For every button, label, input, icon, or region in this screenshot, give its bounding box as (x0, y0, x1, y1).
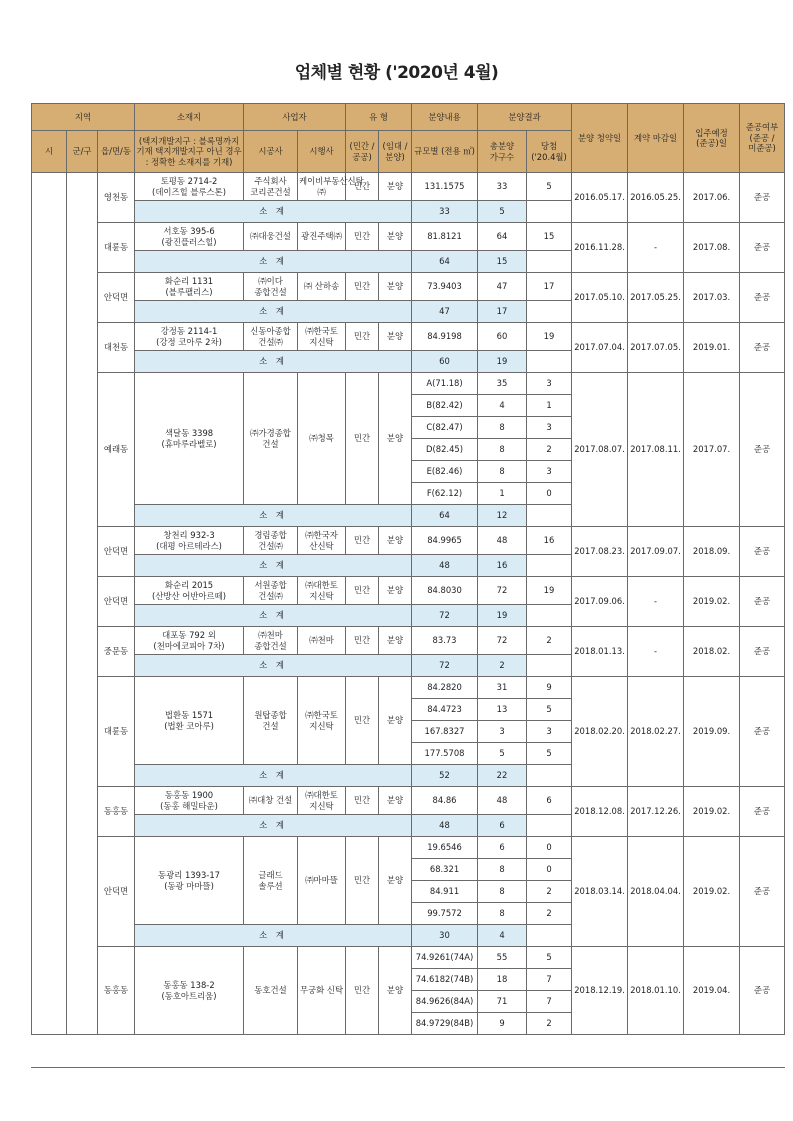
developer-cell: 케이비부동산신탁㈜ (298, 173, 346, 201)
town-cell: 안덕면 (98, 273, 135, 323)
table-row (32, 837, 785, 859)
location-address: 동홍동 1900 (164, 790, 214, 800)
subtotal-winners: 15 (478, 251, 527, 273)
subtotal-label: 소 계 (135, 505, 412, 527)
winners-cell: 0 (527, 483, 572, 505)
completion-cell: 준공 (740, 373, 785, 527)
table-row (32, 273, 785, 301)
deadline-cell: 2017.12.26. (628, 787, 684, 837)
size-cell: 73.9403 (412, 273, 478, 301)
city-header: 시 (32, 131, 67, 173)
completion-cell: 준공 (740, 273, 785, 323)
move-in-cell: 2019.09. (684, 677, 740, 787)
location-complex-name: (휴마루라벨로) (161, 438, 217, 449)
move-in-cell: 2017.07. (684, 373, 740, 527)
deadline-cell: 2016.05.25. (628, 173, 684, 223)
private-public-cell: 민간 (346, 677, 379, 765)
developer-cell: ㈜대한토 지신탁 (298, 577, 346, 605)
builder-cell: 주식회사 코리콘건설 (244, 173, 298, 201)
sale-content-header: 분양내용 (412, 104, 478, 131)
location-address: 동광리 1393-17 (158, 870, 220, 880)
size-cell: A(71.18) (412, 373, 478, 395)
private-public-cell: 민간 (346, 527, 379, 555)
completion-cell: 준공 (740, 787, 785, 837)
total-units-header: 총분양 가구수 (478, 131, 527, 173)
winners-cell: 2 (527, 439, 572, 461)
private-public-cell: 민간 (346, 273, 379, 301)
contract-date-cell: 2016.05.17. (572, 173, 628, 223)
deadline-header: 계약 마감일 (628, 104, 684, 173)
size-cell: 167.8327 (412, 721, 478, 743)
private-public-cell: 민간 (346, 787, 379, 815)
town-cell: 중문동 (98, 627, 135, 677)
size-cell: 83.73 (412, 627, 478, 655)
subtotal-label: 소 계 (135, 201, 412, 223)
winners-cell: 5 (527, 947, 572, 969)
subtotal-units: 48 (412, 555, 478, 577)
developer-cell: 무궁화 신탁 (298, 947, 346, 1035)
private-public-cell: 민간 (346, 173, 379, 201)
subtotal-label: 소 계 (135, 815, 412, 837)
location-cell (135, 527, 244, 555)
move-in-cell: 2017.06. (684, 173, 740, 223)
builder-header: 시공사 (244, 131, 298, 173)
builder-cell: 동호건설 (244, 947, 298, 1035)
table-bottom-border (31, 1067, 785, 1068)
location-cell (135, 323, 244, 351)
subtotal-winners: 5 (478, 201, 527, 223)
contract-date-header: 분양 청약일 (572, 104, 628, 173)
rent-sale-cell: 분양 (379, 323, 412, 351)
winners-cell: 2 (527, 903, 572, 925)
town-cell: 동홍동 (98, 787, 135, 837)
deadline-cell: 2017.09.07. (628, 527, 684, 577)
rent-sale-cell: 분양 (379, 223, 412, 251)
town-cell: 영천동 (98, 173, 135, 223)
winners-cell: 3 (527, 721, 572, 743)
table-row (32, 527, 785, 555)
rent-sale-cell: 분양 (379, 677, 412, 765)
winners-cell: 2 (527, 881, 572, 903)
units-cell: 9 (478, 1013, 527, 1035)
developer-header: 시행사 (298, 131, 346, 173)
rent-sale-cell: 분양 (379, 527, 412, 555)
location-address: 화순리 1131 (164, 276, 214, 286)
size-cell: 84.2820 (412, 677, 478, 699)
location-cell (135, 947, 244, 1035)
town-cell: 안덕면 (98, 527, 135, 577)
town-cell: 예래동 (98, 373, 135, 527)
location-complex-name: (법환 코아루) (164, 720, 214, 731)
builder-cell: 글래드 솔루션 (244, 837, 298, 925)
units-cell: 35 (478, 373, 527, 395)
winners-cell: 0 (527, 859, 572, 881)
size-cell: 177.5708 (412, 743, 478, 765)
location-address: 서호동 395-6 (163, 226, 215, 236)
subtotal-units: 48 (412, 815, 478, 837)
location-address: 강정동 2114-1 (160, 326, 218, 336)
private-public-cell: 민간 (346, 627, 379, 655)
winners-cell: 7 (527, 969, 572, 991)
builder-cell: ㈜대창 건설 (244, 787, 298, 815)
units-cell: 3 (478, 721, 527, 743)
size-header: 규모별 (전용 ㎡) (412, 131, 478, 173)
contract-date-cell: 2017.08.07. (572, 373, 628, 527)
units-cell: 5 (478, 743, 527, 765)
subtotal-label: 소 계 (135, 251, 412, 273)
rent-sale-header: (임대 /분양) (379, 131, 412, 173)
town-cell: 대륜동 (98, 677, 135, 787)
table-row (32, 627, 785, 655)
winners-cell: 3 (527, 417, 572, 439)
size-cell: 99.7572 (412, 903, 478, 925)
size-cell: 68.321 (412, 859, 478, 881)
county-header: 군/구 (67, 131, 98, 173)
contract-date-cell: 2018.02.20. (572, 677, 628, 787)
completion-cell: 준공 (740, 173, 785, 223)
table-row (32, 947, 785, 969)
location-cell (135, 577, 244, 605)
subtotal-winners: 6 (478, 815, 527, 837)
location-complex-name: (동광 마마뜰) (164, 880, 214, 891)
winners-cell: 9 (527, 677, 572, 699)
move-in-cell: 2019.02. (684, 787, 740, 837)
town-header: 읍/면/동 (98, 131, 135, 173)
size-cell: F(62.12) (412, 483, 478, 505)
location-complex-name: (동호아트리움) (161, 990, 217, 1001)
private-public-header: (민간 /공공) (346, 131, 379, 173)
private-public-cell: 민간 (346, 323, 379, 351)
subtotal-winners: 17 (478, 301, 527, 323)
subtotal-winners: 16 (478, 555, 527, 577)
developer-cell: ㈜ 산하송 (298, 273, 346, 301)
size-cell: D(82.45) (412, 439, 478, 461)
subtotal-label: 소 계 (135, 605, 412, 627)
move-in-cell: 2018.09. (684, 527, 740, 577)
location-address: 동홍동 138-2 (163, 980, 215, 990)
location-cell (135, 173, 244, 201)
private-public-cell: 민간 (346, 373, 379, 505)
contract-date-cell: 2017.05.10. (572, 273, 628, 323)
winners-cell: 1 (527, 395, 572, 417)
units-cell: 8 (478, 417, 527, 439)
rent-sale-cell: 분양 (379, 787, 412, 815)
winners-cell: 5 (527, 173, 572, 201)
deadline-cell: - (628, 577, 684, 627)
size-cell: 81.8121 (412, 223, 478, 251)
location-complex-name: (강정 코아루 2차) (156, 336, 222, 347)
builder-cell: ㈜대웅건설 (244, 223, 298, 251)
builder-cell: ㈜가경종합 건설 (244, 373, 298, 505)
completion-cell: 준공 (740, 527, 785, 577)
units-cell: 48 (478, 787, 527, 815)
rent-sale-cell: 분양 (379, 837, 412, 925)
developer-cell: ㈜마마뜰 (298, 837, 346, 925)
winners-cell: 19 (527, 323, 572, 351)
move-in-cell: 2017.03. (684, 273, 740, 323)
subtotal-winners: 4 (478, 925, 527, 947)
town-cell: 대천동 (98, 323, 135, 373)
subtotal-units: 52 (412, 765, 478, 787)
subtotal-label: 소 계 (135, 655, 412, 677)
size-cell: 84.4723 (412, 699, 478, 721)
subtotal-units: 72 (412, 605, 478, 627)
units-cell: 60 (478, 323, 527, 351)
deadline-cell: - (628, 223, 684, 273)
units-cell: 8 (478, 439, 527, 461)
size-cell: 84.9965 (412, 527, 478, 555)
completion-cell: 준공 (740, 627, 785, 677)
location-complex-name: (광진플러스힐) (161, 236, 217, 247)
subtotal-label: 소 계 (135, 301, 412, 323)
units-cell: 6 (478, 837, 527, 859)
units-cell: 55 (478, 947, 527, 969)
private-public-cell: 민간 (346, 223, 379, 251)
private-public-cell: 민간 (346, 947, 379, 1035)
size-cell: 74.6182(74B) (412, 969, 478, 991)
size-cell: B(82.42) (412, 395, 478, 417)
builder-cell: 신동아종합 건설㈜ (244, 323, 298, 351)
units-cell: 1 (478, 483, 527, 505)
table-body (32, 173, 785, 1035)
location-complex-name: (천마에코피아 7차) (153, 640, 225, 651)
builder-cell: 원탑종합 건설 (244, 677, 298, 765)
location-cell (135, 627, 244, 655)
move-in-header: 입주예정 (준공)일 (684, 104, 740, 173)
subtotal-units: 64 (412, 505, 478, 527)
subtotal-winners: 22 (478, 765, 527, 787)
subtotal-label: 소 계 (135, 555, 412, 577)
contract-date-cell: 2017.07.04. (572, 323, 628, 373)
subtotal-winners: 2 (478, 655, 527, 677)
county-cell (67, 173, 98, 1035)
units-cell: 18 (478, 969, 527, 991)
location-header-title: 소재지 (176, 111, 202, 122)
developer-cell: ㈜한국토 지신탁 (298, 677, 346, 765)
winners-cell: 3 (527, 461, 572, 483)
builder-cell: 경림종합 건설㈜ (244, 527, 298, 555)
location-cell (135, 837, 244, 925)
developer-cell: 광진주택㈜ (298, 223, 346, 251)
rent-sale-cell: 분양 (379, 577, 412, 605)
subtotal-units: 64 (412, 251, 478, 273)
developer-cell: ㈜청목 (298, 373, 346, 505)
size-cell: 84.8030 (412, 577, 478, 605)
table-row (32, 223, 785, 251)
units-cell: 13 (478, 699, 527, 721)
location-cell (135, 273, 244, 301)
location-note: (택지개발지구 : 블록명까지 기재 택지개발지구 아닌 경우 : 정확한 소재지를 기재) (135, 131, 244, 173)
contract-date-cell: 2016.11.28. (572, 223, 628, 273)
deadline-cell: 2017.05.25. (628, 273, 684, 323)
location-cell (135, 373, 244, 505)
builder-cell: 서원종합 건설㈜ (244, 577, 298, 605)
size-cell: 84.9729(84B) (412, 1013, 478, 1035)
winners-cell: 2 (527, 627, 572, 655)
winners-cell: 7 (527, 991, 572, 1013)
completion-cell: 준공 (740, 677, 785, 787)
rent-sale-cell: 분양 (379, 173, 412, 201)
size-cell: 84.9626(84A) (412, 991, 478, 1013)
builder-cell: ㈜천마 종합건설 (244, 627, 298, 655)
completion-cell: 준공 (740, 947, 785, 1035)
winners-cell: 5 (527, 743, 572, 765)
move-in-cell: 2019.04. (684, 947, 740, 1035)
subtotal-label: 소 계 (135, 925, 412, 947)
units-cell: 47 (478, 273, 527, 301)
rent-sale-cell: 분양 (379, 273, 412, 301)
units-cell: 48 (478, 527, 527, 555)
subtotal-units: 47 (412, 301, 478, 323)
location-cell (135, 223, 244, 251)
rent-sale-cell: 분양 (379, 627, 412, 655)
contract-date-cell: 2017.09.06. (572, 577, 628, 627)
subtotal-units: 72 (412, 655, 478, 677)
units-cell: 4 (478, 395, 527, 417)
move-in-cell: 2019.02. (684, 577, 740, 627)
contract-date-cell: 2018.03.14. (572, 837, 628, 947)
winners-cell: 5 (527, 699, 572, 721)
size-cell: 84.86 (412, 787, 478, 815)
contract-date-cell: 2018.12.08. (572, 787, 628, 837)
units-cell: 8 (478, 903, 527, 925)
winners-cell: 0 (527, 837, 572, 859)
contract-date-cell: 2018.12.19. (572, 947, 628, 1035)
developer-cell: ㈜한국토 지신탁 (298, 323, 346, 351)
size-cell: 84.911 (412, 881, 478, 903)
table-row (32, 577, 785, 605)
subtotal-units: 30 (412, 925, 478, 947)
location-address: 대포동 792 외 (162, 630, 216, 640)
units-cell: 72 (478, 627, 527, 655)
units-cell: 71 (478, 991, 527, 1013)
location-complex-name: (대평 아르테라스) (156, 540, 222, 551)
location-address: 토평동 2714-2 (160, 176, 218, 186)
sale-result-header: 분양결과 (478, 104, 572, 131)
town-cell: 대륜동 (98, 223, 135, 273)
developer-cell: ㈜천마 (298, 627, 346, 655)
units-cell: 31 (478, 677, 527, 699)
winners-header: 당첨 ('20.4월) (527, 131, 572, 173)
town-cell: 안덕면 (98, 577, 135, 627)
size-cell: 84.9198 (412, 323, 478, 351)
units-cell: 8 (478, 881, 527, 903)
units-cell: 72 (478, 577, 527, 605)
builder-cell: ㈜이다 종합건설 (244, 273, 298, 301)
deadline-cell: 2018.02.27. (628, 677, 684, 787)
subtotal-label: 소 계 (135, 351, 412, 373)
location-complex-name: (블루팰리스) (165, 286, 213, 297)
deadline-cell: - (628, 627, 684, 677)
units-cell: 8 (478, 461, 527, 483)
city-cell (32, 173, 67, 1035)
location-address: 색달동 3398 (164, 428, 214, 438)
location-cell (135, 787, 244, 815)
location-address: 법환동 1571 (164, 710, 214, 720)
location-cell (135, 677, 244, 765)
location-address: 창천리 932-3 (163, 530, 215, 540)
location-header (135, 104, 244, 131)
region-header: 지역 (32, 104, 135, 131)
town-cell: 동홍동 (98, 947, 135, 1035)
page-title: 업체별 현황 ('2020년 4월) (294, 63, 499, 83)
deadline-cell: 2017.07.05. (628, 323, 684, 373)
winners-cell: 2 (527, 1013, 572, 1035)
completion-cell: 준공 (740, 223, 785, 273)
units-cell: 8 (478, 859, 527, 881)
size-cell: C(82.47) (412, 417, 478, 439)
rent-sale-cell: 분양 (379, 373, 412, 505)
move-in-cell: 2017.08. (684, 223, 740, 273)
location-complex-name: (동홍 해밀타운) (160, 800, 218, 811)
private-public-cell: 민간 (346, 837, 379, 925)
location-address: 화순리 2015 (164, 580, 214, 590)
developer-cell: ㈜대한토 지신탁 (298, 787, 346, 815)
table-row (32, 323, 785, 351)
size-cell: E(82.46) (412, 461, 478, 483)
company-header: 사업자 (244, 104, 346, 131)
move-in-cell: 2019.02. (684, 837, 740, 947)
contract-date-cell: 2017.08.23. (572, 527, 628, 577)
winners-cell: 3 (527, 373, 572, 395)
deadline-cell: 2018.01.10. (628, 947, 684, 1035)
subtotal-winners: 19 (478, 351, 527, 373)
town-cell: 안덕면 (98, 837, 135, 947)
table-row (32, 373, 785, 395)
completion-header: 준공여부 (준공 /미준공) (740, 104, 785, 173)
location-complex-name: (데이즈힐 블루스톤) (152, 186, 226, 197)
contract-date-cell: 2018.01.13. (572, 627, 628, 677)
subtotal-winners: 12 (478, 505, 527, 527)
winners-cell: 15 (527, 223, 572, 251)
winners-cell: 19 (527, 577, 572, 605)
subtotal-units: 33 (412, 201, 478, 223)
move-in-cell: 2019.01. (684, 323, 740, 373)
completion-cell: 준공 (740, 837, 785, 947)
project-table (31, 103, 785, 1035)
subtotal-label: 소 계 (135, 765, 412, 787)
move-in-cell: 2018.02. (684, 627, 740, 677)
winners-cell: 16 (527, 527, 572, 555)
subtotal-units: 60 (412, 351, 478, 373)
type-header: 유 형 (346, 104, 412, 131)
completion-cell: 준공 (740, 577, 785, 627)
deadline-cell: 2017.08.11. (628, 373, 684, 527)
table-row (32, 173, 785, 201)
size-cell: 131.1575 (412, 173, 478, 201)
size-cell: 19.6546 (412, 837, 478, 859)
units-cell: 33 (478, 173, 527, 201)
winners-cell: 17 (527, 273, 572, 301)
table-row (32, 677, 785, 699)
completion-cell: 준공 (740, 323, 785, 373)
units-cell: 64 (478, 223, 527, 251)
private-public-cell: 민간 (346, 577, 379, 605)
table-row (32, 787, 785, 815)
subtotal-winners: 19 (478, 605, 527, 627)
deadline-cell: 2018.04.04. (628, 837, 684, 947)
winners-cell: 6 (527, 787, 572, 815)
rent-sale-cell: 분양 (379, 947, 412, 1035)
developer-cell: ㈜한국자 산신탁 (298, 527, 346, 555)
size-cell: 74.9261(74A) (412, 947, 478, 969)
location-complex-name: (산방산 어반아르떼) (152, 590, 226, 601)
